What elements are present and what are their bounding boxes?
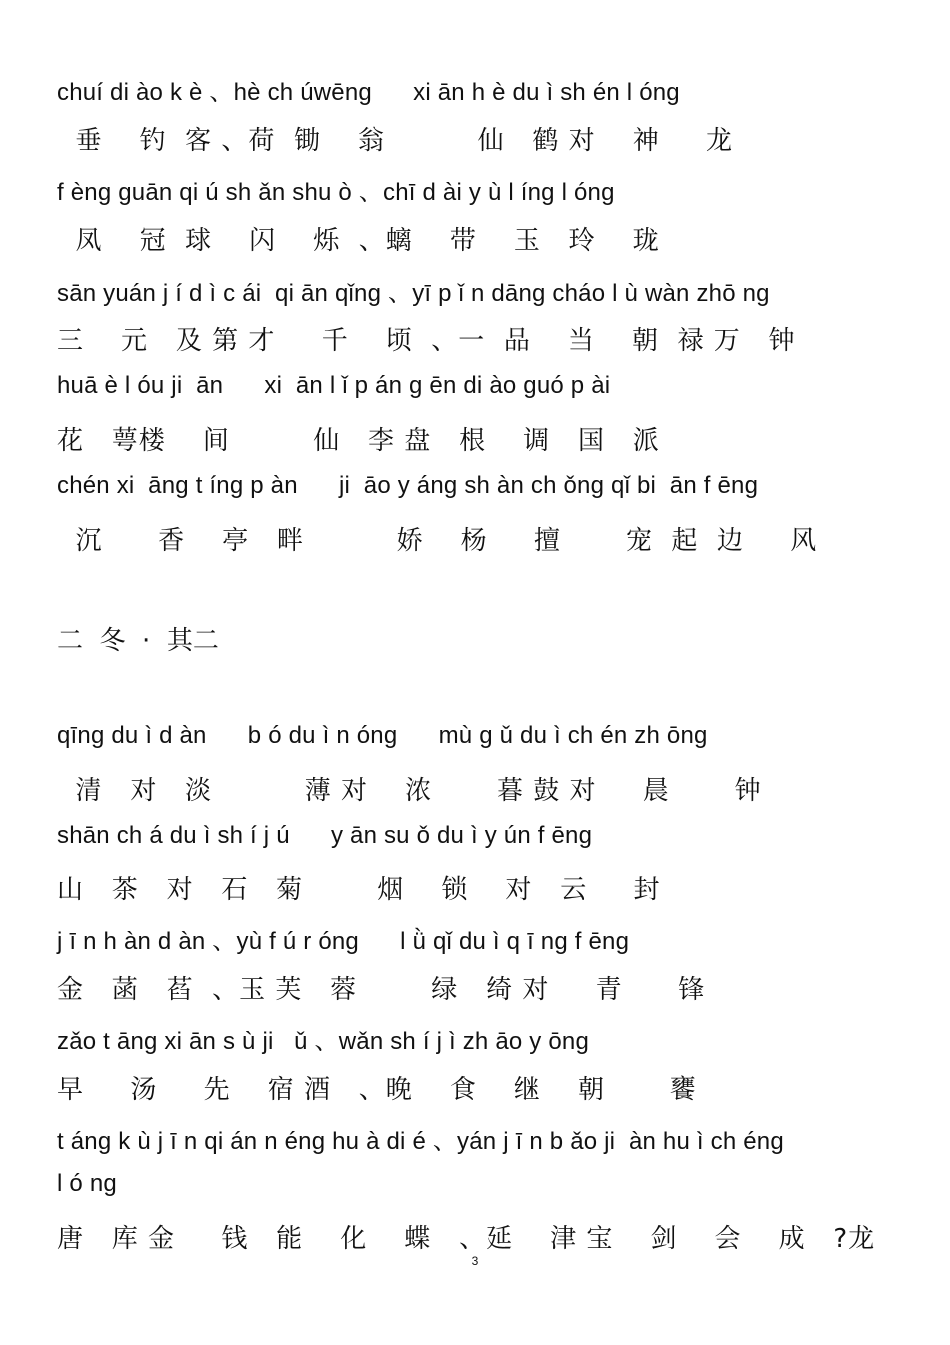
pinyin-line: shān ch á du ì sh í j ú y ān su ǒ du ì y ún f ēng	[57, 822, 593, 849]
hanzi-line: 三 元 及 第 才 千 顷 、一 品 当 朝 禄 万 钟	[57, 326, 796, 356]
hanzi-line: 早 汤 先 宿 酒 、晚 食 继 朝 饔	[57, 1075, 697, 1105]
hanzi-line: 花 萼楼 间 仙 李 盘 根 调 国 派	[57, 426, 660, 456]
hanzi-line: 凤 冠 球 闪 烁 、螭 带 玉 玲 珑	[57, 226, 660, 256]
hanzi-line: 清 对 淡 薄 对 浓 暮 鼓 对 晨 钟	[57, 776, 762, 806]
hanzi-line: 沉 香 亭 畔 娇 杨 擅 宠 起 边 风	[57, 526, 818, 556]
pinyin-line: j ī n h àn d àn 、yù f ú r óng l ǜ qǐ du ì q ī ng f ēng	[57, 928, 630, 955]
hanzi-line: 唐 库 金 钱 能 化 蝶 、延 津 宝 剑 会 成 ?龙	[57, 1224, 876, 1254]
pinyin-line: f èng guān qi ú sh ǎn shu ò 、chī d ài y ù l íng l óng	[57, 179, 615, 206]
pinyin-line: huā è l óu ji ān xi ān l ǐ p án g ēn di ào guó p ài	[57, 372, 611, 399]
hanzi-line: 山 茶 对 石 菊 烟 锁 对 云 封	[57, 875, 661, 905]
pinyin-line: l ó ng	[57, 1170, 117, 1197]
pinyin-line: qīng du ì d àn b ó du ì n óng mù g ǔ du ì ch én zh ōng	[57, 722, 708, 749]
section-heading: 二 冬 · 其二	[57, 626, 219, 656]
pinyin-line: zǎo t āng xi ān s ù ji ǔ 、wǎn sh í j ì zh āo y ōng	[57, 1028, 590, 1055]
hanzi-line: 垂 钓 客 、荷 锄 翁 仙 鹤 对 神 龙	[57, 126, 734, 156]
page-number: 3	[471, 1254, 479, 1268]
pinyin-line: t áng k ù j ī n qi án n éng hu à di é 、yán j ī n b ǎo ji àn hu ì ch éng	[57, 1128, 784, 1155]
pinyin-line: sān yuán j í d ì c ái qi ān qǐng 、yī p ǐ n dāng cháo l ù wàn zhō ng	[57, 280, 770, 307]
pinyin-line: chén xi āng t íng p àn ji āo y áng sh àn ch ǒng qǐ bi ān f ēng	[57, 472, 759, 499]
hanzi-line: 金 菡 萏 、玉 芙 蓉 绿 绮 对 青 锋	[57, 975, 706, 1005]
pinyin-line: chuí di ào k è 、hè ch úwēng xi ān h è du ì sh én l óng	[57, 79, 680, 106]
